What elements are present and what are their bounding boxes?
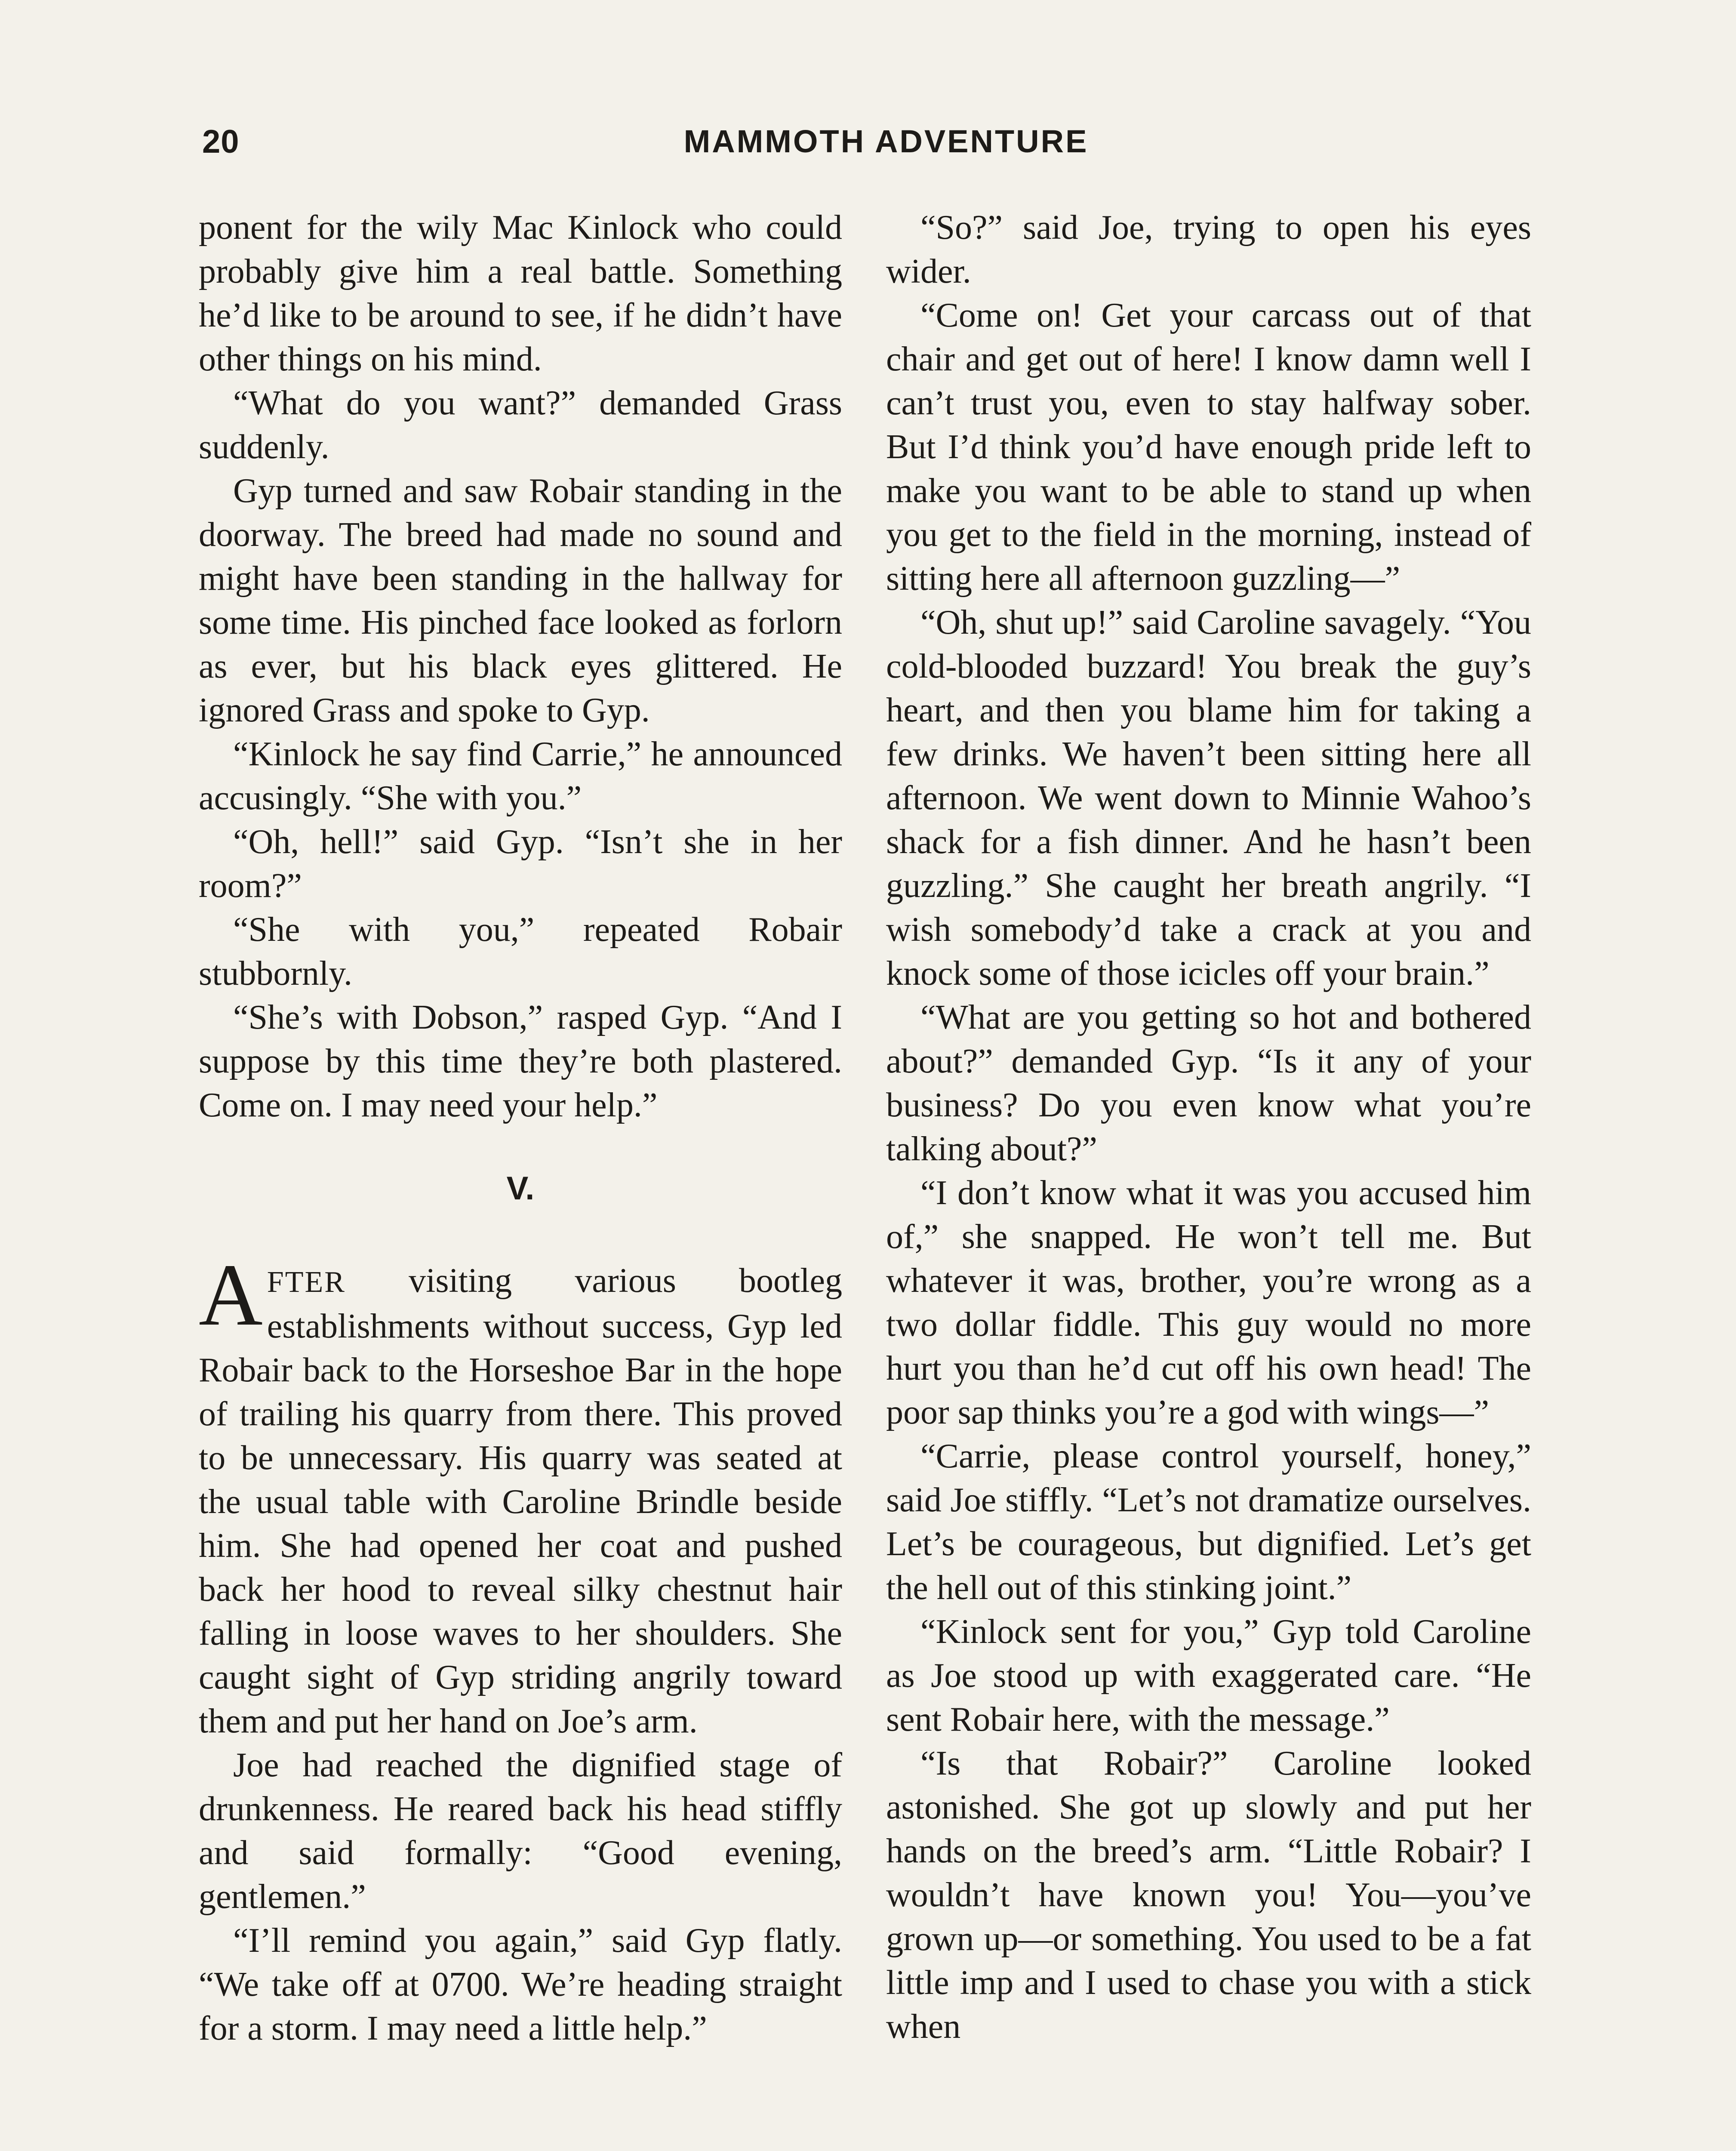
left-column [199, 206, 842, 2050]
paragraph: “I don’t know what it was you accused him of,” she snapped. He won’t tell me. But whatever it was, brother, you’re wrong as a two dollar fiddle. This guy would no more hurt you than he’d cut off his own head! The poor sap thinks you’re a god with wings—” [886, 1174, 1531, 1431]
section-first-word: FTER [267, 1266, 346, 1299]
page-header [202, 123, 1553, 175]
section-opening-paragraph [199, 1245, 842, 1743]
paragraph: “Oh, hell!” said Gyp. “Isn’t she in her room?” [199, 823, 842, 905]
right-column [886, 206, 1531, 2049]
page-number: 20 [202, 123, 240, 160]
paragraph: Joe had reached the dignified stage of drunkenness. He reared back his head stiffly and said formally: “Good evening, gentlemen.” [199, 1746, 842, 1916]
paragraph: “She with you,” repeated Robair stubbornly. [199, 911, 842, 992]
paragraph: “Is that Robair?” Caroline looked astonished. She got up slowly and put her hands on the breed’s arm. “Little Robair? I wouldn’t have known you! You—you’ve grown up—or something. You used to be a fat little imp and I used to chase you with a stick when [886, 1744, 1531, 2046]
paragraph: “What do you want?” demanded Grass suddenly. [199, 384, 842, 466]
paragraph: “Carrie, please control yourself, honey,” said Joe stiffly. “Let’s not dramatize ourselves. Let’s be courageous, but dignified. Let’s get the hell out of this stinking joint.” [886, 1437, 1531, 1607]
paragraph: “Oh, shut up!” said Caroline savagely. “You cold-blooded buzzard! You break the guy’s heart, and then you blame him for taking a few drinks. We haven’t been sitting here all afternoon. We went down to Minnie Wahoo’s shack for a fish dinner. And he hasn’t been guzzling.” She caught her breath angrily. “I wish somebody’d take a crack at you and knock some of those icicles off your brain.” [886, 604, 1531, 992]
running-head: MAMMOTH ADVENTURE [683, 123, 1089, 159]
paragraph: “Kinlock sent for you,” Gyp told Caroline as Joe stood up with exaggerated care. “He sent Robair here, with the message.” [886, 1613, 1531, 1738]
paragraph: Gyp turned and saw Robair standing in the doorway. The breed had made no sound and might have been standing in the hallway for some time. His pinched face looked as forlorn as ever, but his black eyes glittered. He ignored Grass and spoke to Gyp. [199, 472, 842, 729]
paragraph: “So?” said Joe, trying to open his eyes wider. [886, 209, 1531, 290]
paragraph: “Kinlock he say find Carrie,” he announced accusingly. “She with you.” [199, 735, 842, 817]
drop-cap: A [199, 1245, 263, 1344]
paragraph: “She’s with Dobson,” rasped Gyp. “And I suppose by this time they’re both plastered. Come on. I may need your help.” [199, 998, 842, 1124]
paragraph: ponent for the wily Mac Kinlock who could probably give him a real battle. Something he’d like to be around to see, if he didn’t have other things on his mind. [199, 209, 842, 378]
paragraph: “Come on! Get your carcass out of that chair and get out of here! I know damn well I can’t trust you, even to stay halfway sober. But I’d think you’d have enough pride left to make you want to be able to stand up when you get to the field in the morning, instead of sitting here all afternoon guzzling—” [886, 296, 1531, 598]
paragraph: “What are you getting so hot and bothered about?” demanded Gyp. “Is it any of your business? Do you even know what you’re talking about?” [886, 998, 1531, 1168]
section-heading: V. [506, 1170, 535, 1207]
paragraph: “I’ll remind you again,” said Gyp flatly. “We take off at 0700. We’re heading straight for a storm. I may need a little help.” [199, 1922, 842, 2047]
section-opening-text: visiting various bootleg establishments without success, Gyp led Robair back to the Horseshoe Bar in the hope of trailing his quarry from there. This proved to be unnecessary. His quarry was seated at the usual table with Caroline Brindle beside him. She had opened her coat and pushed back her hood to reveal silky chestnut hair falling in loose waves to her shoulders. She caught sight of Gyp striding angrily toward them and put her hand on Joe’s arm. [199, 1262, 842, 1740]
